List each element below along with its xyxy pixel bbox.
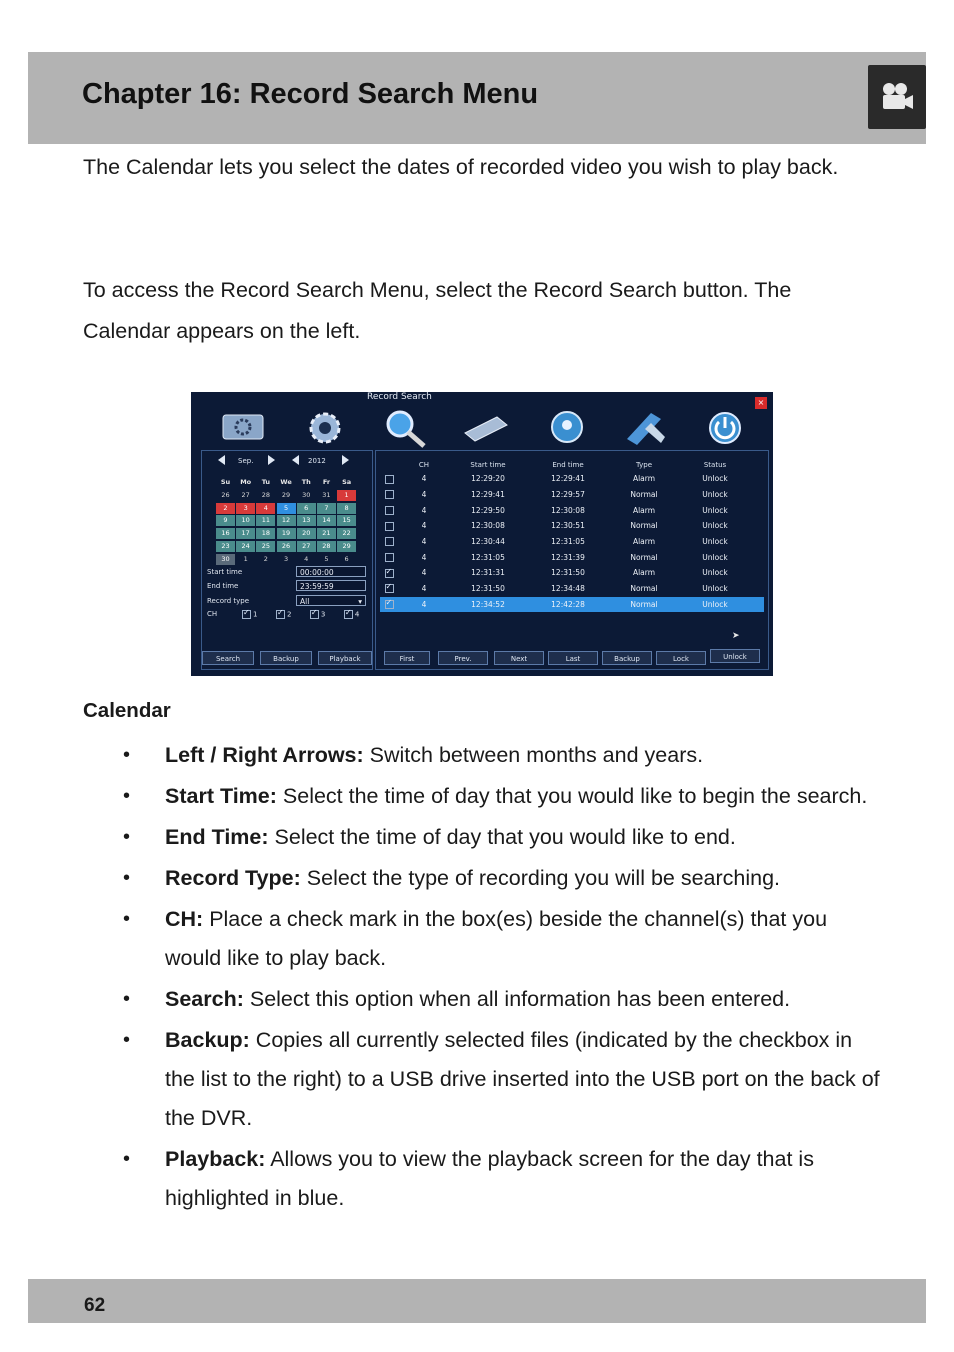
bullet-term: CH:: [165, 907, 204, 931]
bullet-text: Allows you to view the playback screen for the day that is highlighted in blue.: [165, 1147, 814, 1210]
record-type-label: Record type: [207, 597, 250, 605]
table-row[interactable]: [380, 565, 764, 581]
cell-type: Normal: [630, 521, 658, 531]
cell-status: Unlock: [702, 599, 728, 609]
weekday-label: Tu: [261, 478, 271, 486]
cell-start: 12:29:41: [471, 490, 505, 500]
calendar-day[interactable]: 29: [337, 541, 356, 552]
cell-type: Normal: [630, 584, 658, 594]
channel-checkbox[interactable]: [276, 610, 285, 619]
calendar-day[interactable]: 16: [216, 528, 235, 539]
cell-type: Alarm: [632, 537, 656, 547]
cell-type: Normal: [630, 599, 658, 609]
playback-button[interactable]: Playback: [318, 651, 372, 665]
bullet-icon: •: [123, 988, 131, 1010]
column-header-start-time: Start time: [470, 461, 506, 469]
bullet-icon: •: [123, 785, 131, 807]
calendar-day[interactable]: 22: [337, 528, 356, 539]
settings-monitor-icon[interactable]: [217, 408, 269, 448]
backup-button[interactable]: Backup: [260, 651, 312, 665]
calendar-day[interactable]: 24: [236, 541, 255, 552]
bullet-text: Select the time of day that you would like to begin the search.: [276, 784, 868, 808]
record-type-select[interactable]: [296, 595, 366, 606]
bullet-text: Select the type of recording you will be searching.: [300, 866, 781, 890]
bullet-text: Select this option when all information has been entered.: [243, 987, 791, 1011]
table-row-selected[interactable]: [380, 597, 764, 613]
list-item: [120, 859, 880, 898]
bullet-term: Backup:: [165, 1028, 250, 1052]
chapter-title: Chapter 16: Record Search Menu: [82, 78, 539, 110]
hard-drive-icon[interactable]: [459, 408, 511, 448]
calendar-day[interactable]: 20: [297, 528, 316, 539]
intro-paragraph-access: To access the Record Search Menu, select the Record Search button. The Calendar appears on the left.: [83, 278, 792, 343]
channel-checkbox[interactable]: [242, 610, 251, 619]
cell-status: Unlock: [702, 521, 728, 531]
row-checkbox[interactable]: [385, 600, 394, 609]
channel-checkboxes: [242, 610, 359, 619]
weekday-label: Th: [301, 478, 311, 486]
screenshot-window-title: Record Search: [367, 392, 432, 402]
year-prev-arrow[interactable]: [292, 455, 299, 465]
calendar-day[interactable]: 25: [256, 541, 275, 552]
channel-label: 2: [286, 610, 292, 619]
record-type-value: All: [300, 597, 310, 606]
cell-type: Alarm: [632, 505, 656, 515]
table-row[interactable]: [380, 549, 764, 565]
chapter-header: [28, 52, 926, 144]
cell-ch: 4: [421, 552, 427, 562]
calendar-week: [216, 528, 364, 541]
bullet-text: Switch between months and years.: [363, 743, 704, 767]
cell-end: 12:34:48: [551, 584, 585, 594]
calendar-day[interactable]: 3: [283, 554, 289, 563]
calendar-day[interactable]: 1: [243, 554, 248, 563]
calendar-day[interactable]: 27: [297, 541, 316, 552]
calendar-day[interactable]: 6: [344, 554, 349, 563]
year-next-arrow[interactable]: [342, 455, 349, 465]
calendar-day[interactable]: 30: [302, 490, 311, 499]
cell-type: Alarm: [632, 568, 656, 578]
calendar-day[interactable]: 5: [324, 554, 329, 563]
calendar-day[interactable]: 21: [317, 528, 336, 539]
calendar-day[interactable]: 12: [277, 515, 296, 526]
cell-start: 12:31:31: [471, 568, 505, 578]
weekday-label: Mo: [240, 478, 252, 486]
lock-button[interactable]: Lock: [656, 651, 706, 665]
calendar-day[interactable]: 2: [263, 554, 268, 563]
backup-list-button[interactable]: Backup: [602, 651, 652, 665]
last-button[interactable]: Last: [548, 651, 598, 665]
month-prev-arrow[interactable]: [218, 455, 225, 465]
column-header-type: Type: [635, 461, 653, 469]
ch-label: CH: [207, 610, 218, 618]
record-list-panel: [375, 450, 769, 670]
calendar-month: Sep.: [238, 457, 254, 465]
bullet-term: Start Time:: [165, 784, 277, 808]
weekday-label: Su: [220, 478, 231, 486]
cell-start: 12:30:08: [471, 521, 505, 531]
calendar-day[interactable]: 23: [216, 541, 235, 552]
bullet-text: Select the time of day that you would like to end.: [268, 825, 736, 849]
cell-end: 12:42:28: [551, 599, 585, 609]
cell-end: 12:31:05: [551, 537, 585, 547]
bullet-text: Copies all currently selected files (indicated by the checkbox in the list to the right) to a USB drive inserted into the USB port on the back of the DVR.: [165, 1028, 880, 1130]
calendar-day[interactable]: 15: [337, 515, 356, 526]
cell-type: Normal: [630, 490, 658, 500]
calendar-day[interactable]: 29: [281, 490, 291, 499]
row-checkbox[interactable]: [385, 553, 394, 562]
calendar-day[interactable]: 4: [256, 503, 275, 514]
calendar-day[interactable]: 14: [317, 515, 336, 526]
video-camera-icon: [868, 65, 926, 129]
cell-status: Unlock: [702, 505, 728, 515]
bullet-term: Playback:: [165, 1147, 266, 1171]
search-magnifier-icon[interactable]: [379, 408, 431, 448]
calendar-day[interactable]: 4: [304, 554, 309, 563]
calendar-day[interactable]: 31: [322, 490, 331, 499]
cell-ch: 4: [421, 584, 427, 594]
table-row[interactable]: [380, 518, 764, 534]
record-search-screenshot: [191, 392, 773, 676]
table-row[interactable]: [380, 581, 764, 597]
list-item: [120, 980, 880, 1019]
row-checkbox[interactable]: [385, 584, 394, 593]
calendar-day[interactable]: 9: [216, 515, 235, 526]
tools-icon[interactable]: [619, 408, 671, 448]
close-icon[interactable]: ×: [755, 397, 767, 409]
cell-end: 12:29:57: [551, 490, 585, 500]
calendar-day[interactable]: 19: [277, 528, 296, 539]
toolbar: [191, 408, 773, 450]
page-footer: [28, 1279, 926, 1323]
cell-type: Normal: [630, 552, 658, 562]
column-header-ch: CH: [418, 461, 430, 469]
bullet-term: End Time:: [165, 825, 269, 849]
feature-list: [120, 736, 880, 1220]
record-table: [380, 459, 764, 612]
search-button[interactable]: Search: [202, 651, 254, 665]
cell-ch: 4: [421, 490, 427, 500]
channel-label: 4: [354, 610, 360, 619]
list-item: [120, 736, 880, 775]
row-checkbox[interactable]: [385, 475, 394, 484]
list-item: [120, 1140, 880, 1218]
calendar-day[interactable]: 3: [236, 503, 255, 514]
calendar-day[interactable]: 27: [241, 490, 250, 499]
table-row[interactable]: [380, 487, 764, 503]
calendar-day[interactable]: 1: [337, 490, 356, 501]
start-time-field[interactable]: 00:00:00: [296, 566, 366, 577]
calendar-week: [216, 503, 364, 516]
next-button[interactable]: Next: [494, 651, 544, 665]
calendar-day[interactable]: 8: [337, 503, 356, 514]
cell-ch: 4: [421, 599, 427, 609]
bullet-term: Record Type:: [165, 866, 301, 890]
calendar-week: [216, 554, 364, 567]
channel-checkbox[interactable]: [310, 610, 319, 619]
calendar-week: [216, 541, 364, 554]
row-checkbox[interactable]: [385, 537, 394, 546]
cell-ch: 4: [421, 568, 427, 578]
row-checkbox[interactable]: [385, 506, 394, 515]
intro-paragraph-calendar: The Calendar lets you select the dates of recorded video you wish to play back.: [83, 155, 839, 179]
calendar-day[interactable]: 7: [317, 503, 336, 514]
channel-label: 3: [320, 610, 326, 619]
table-row[interactable]: [380, 471, 764, 487]
cell-status: Unlock: [702, 490, 728, 500]
cell-status: Unlock: [702, 584, 728, 594]
bullet-icon: •: [123, 744, 131, 766]
table-header-row: [380, 459, 764, 471]
calendar-day[interactable]: 2: [216, 503, 235, 514]
first-button[interactable]: First: [384, 651, 430, 665]
cell-ch: 4: [421, 474, 427, 484]
cell-start: 12:34:52: [471, 599, 505, 609]
column-header-end-time: End time: [552, 461, 584, 469]
row-checkbox[interactable]: [385, 569, 394, 578]
unlock-button[interactable]: Unlock: [710, 649, 760, 663]
cell-status: Unlock: [702, 568, 728, 578]
network-icon[interactable]: [541, 408, 593, 448]
table-row[interactable]: [380, 502, 764, 518]
end-time-label: End time: [207, 582, 239, 590]
list-item: [120, 777, 880, 816]
cell-ch: 4: [421, 537, 427, 547]
cell-status: Unlock: [702, 474, 728, 484]
weekday-label: Fr: [322, 478, 331, 486]
calendar-week: [216, 515, 364, 528]
calendar-day[interactable]: 17: [236, 528, 255, 539]
bullet-icon: •: [123, 1029, 131, 1051]
gear-icon[interactable]: [299, 408, 351, 448]
start-time-label: Start time: [207, 568, 243, 576]
bullet-icon: •: [123, 826, 131, 848]
power-icon[interactable]: [699, 408, 751, 448]
row-checkbox[interactable]: [385, 522, 394, 531]
calendar-year: 2012: [308, 457, 326, 465]
cell-ch: 4: [421, 521, 427, 531]
cell-start: 12:31:50: [471, 584, 505, 594]
calendar-day[interactable]: 28: [261, 490, 271, 499]
bullet-term: Search:: [165, 987, 244, 1011]
calendar-day[interactable]: 26: [277, 541, 296, 552]
calendar-day[interactable]: 6: [297, 503, 316, 514]
bullet-icon: •: [123, 908, 131, 930]
cell-start: 12:29:50: [471, 505, 505, 515]
channel-checkbox[interactable]: [344, 610, 353, 619]
calendar-day[interactable]: 10: [236, 515, 255, 526]
cell-end: 12:30:08: [551, 505, 585, 515]
cell-start: 12:31:05: [471, 552, 505, 562]
section-heading: Calendar: [83, 699, 171, 722]
calendar-panel: [201, 450, 373, 670]
cell-start: 12:30:44: [471, 537, 505, 547]
calendar-day[interactable]: 13: [297, 515, 316, 526]
end-time-field[interactable]: 23:59:59: [296, 580, 366, 591]
row-checkbox[interactable]: [385, 490, 394, 499]
chevron-down-icon: ▾: [358, 597, 362, 606]
bullet-icon: •: [123, 1148, 131, 1170]
calendar-day[interactable]: 30: [216, 554, 235, 565]
calendar-weekday-row: [216, 477, 364, 490]
bullet-term: Left / Right Arrows:: [165, 743, 364, 767]
cell-end: 12:31:39: [551, 552, 585, 562]
calendar-grid: [216, 477, 364, 567]
calendar-day[interactable]: 11: [256, 515, 275, 526]
cell-start: 12:29:20: [471, 474, 505, 484]
cell-ch: 4: [421, 505, 427, 515]
cell-status: Unlock: [702, 537, 728, 547]
cell-end: 12:31:50: [551, 568, 585, 578]
mouse-cursor-icon: ➤: [732, 631, 740, 641]
list-item: [120, 818, 880, 857]
calendar-week: [216, 490, 364, 503]
calendar-day[interactable]: 26: [221, 490, 230, 499]
channel-label: 1: [253, 610, 258, 619]
prev-button[interactable]: Prev.: [438, 651, 488, 665]
page-number: 62: [84, 1295, 106, 1316]
bullet-text: Place a check mark in the box(es) beside the channel(s) that you would like to play back.: [165, 907, 828, 970]
cell-end: 12:30:51: [551, 521, 585, 531]
cell-type: Alarm: [632, 474, 656, 484]
month-next-arrow[interactable]: [268, 455, 275, 465]
calendar-day[interactable]: 18: [256, 528, 275, 539]
table-row[interactable]: [380, 534, 764, 550]
list-item: [120, 1021, 880, 1138]
weekday-label: We: [280, 478, 292, 486]
cell-status: Unlock: [702, 552, 728, 562]
list-item: [120, 900, 880, 978]
calendar-day-selected[interactable]: 5: [277, 503, 296, 514]
cell-end: 12:29:41: [551, 474, 585, 484]
column-header-status: Status: [703, 461, 727, 469]
bullet-icon: •: [123, 867, 131, 889]
weekday-label: Sa: [342, 478, 352, 486]
calendar-day[interactable]: 28: [317, 541, 336, 552]
